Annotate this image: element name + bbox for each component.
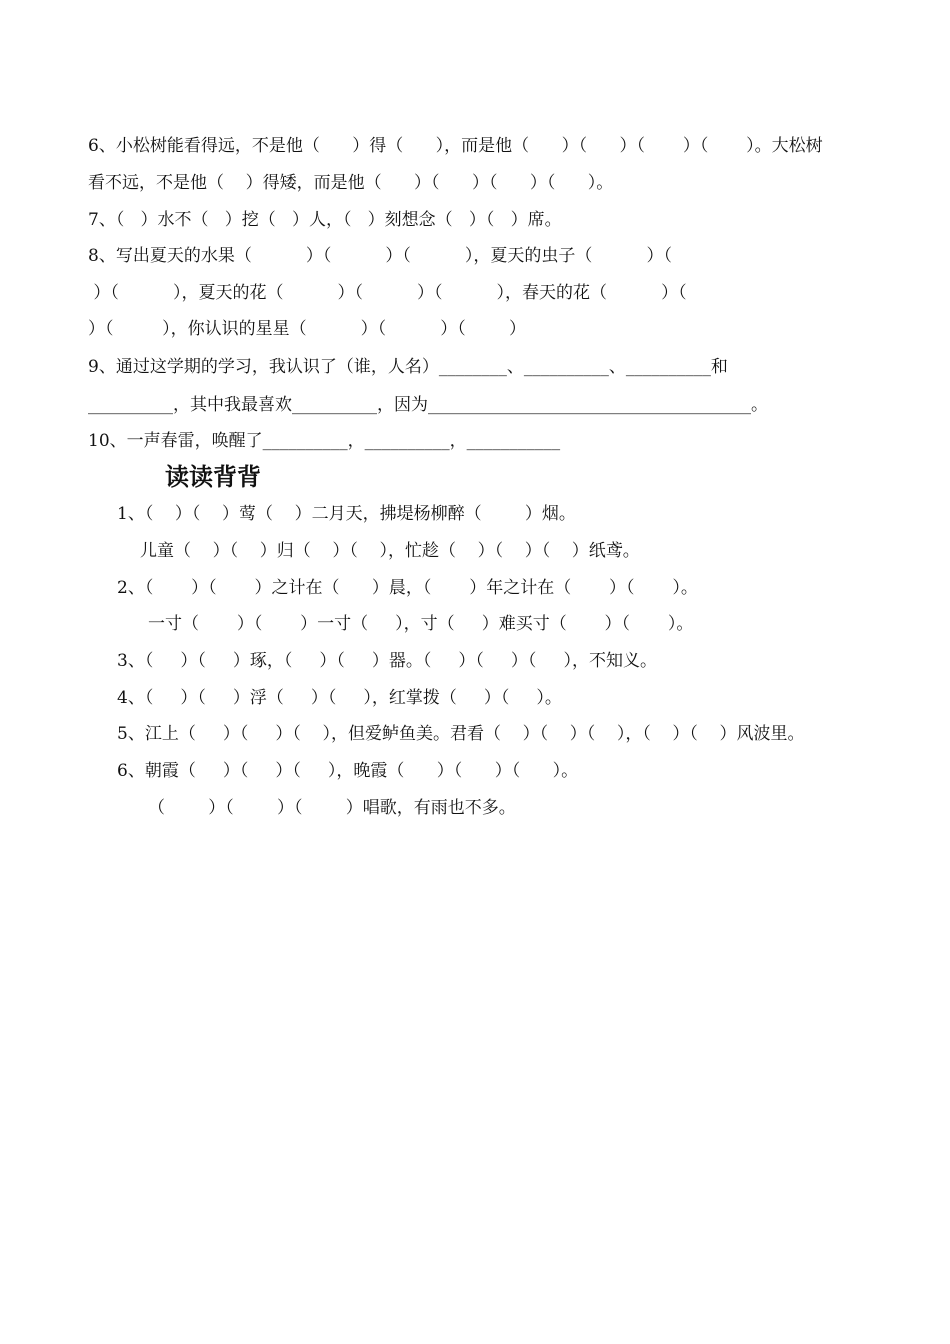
question-9-line-1: 9、通过这学期的学习，我认识了（谁，人名）________、__________、__________和: [88, 357, 728, 377]
recite-2-line-2: 一寸（ ）（ ）一寸（ ），寸（ ）难买寸（ ）（ ）。: [148, 614, 694, 634]
question-10: 10、一声春雷，唤醒了__________，__________，___________: [88, 431, 561, 451]
question-6-line-2: 看不远，不是他（ ）得矮，而是他（ ）（ ）（ ）（ ）。: [88, 173, 614, 193]
recite-4: 4、（ ）（ ）浮（ ）（ ），红掌拨（ ）（ ）。: [117, 688, 562, 708]
section-heading: 读读背背: [165, 463, 261, 491]
recite-6-line-1: 6、朝霞（ ）（ ）（ ），晚霞（ ）（ ）（ ）。: [117, 761, 579, 781]
question-6-line-1: 6、小松树能看得远，不是他（ ）得（ ），而是他（ ）（ ）（ ）（ ）。大松树: [88, 136, 823, 156]
question-8-line-1: 8、写出夏天的水果（ ）（ ）（ ），夏天的虫子（ ）（: [88, 246, 672, 266]
recite-3: 3、（ ）（ ）琢，（ ）（ ）器。（ ）（ ）（ ），不知义。: [117, 651, 657, 671]
recite-1-line-1: 1、（ ）（ ）莺（ ）二月天，拂堤杨柳醉（ ）烟。: [117, 504, 576, 524]
recite-6-line-2: （ ）（ ）（ ）唱歌，有雨也不多。: [148, 798, 516, 818]
question-8-line-2: ）（ ），夏天的花（ ）（ ）（ ），春天的花（ ）（: [88, 283, 687, 303]
question-7: 7、（ ）水不（ ）挖（ ）人，（ ）刻想念（ ）（ ）席。: [88, 210, 562, 230]
question-8-line-3: ）（ ），你认识的星星（ ）（ ）（ ）: [88, 319, 526, 339]
recite-5: 5、江上（ ）（ ）（ ），但爱鲈鱼美。君看（ ）（ ）（ ），（ ）（ ）风波里。: [117, 724, 805, 744]
recite-2-line-1: 2、（ ）（ ）之计在（ ）晨，（ ）年之计在（ ）（ ）。: [117, 578, 698, 598]
recite-1-line-2: 儿童（ ）（ ）归（ ）（ ），忙趁（ ）（ ）（ ）纸鸢。: [140, 541, 640, 561]
question-9-line-2: __________，其中我最喜欢__________，因为______________________________________。: [88, 395, 768, 415]
